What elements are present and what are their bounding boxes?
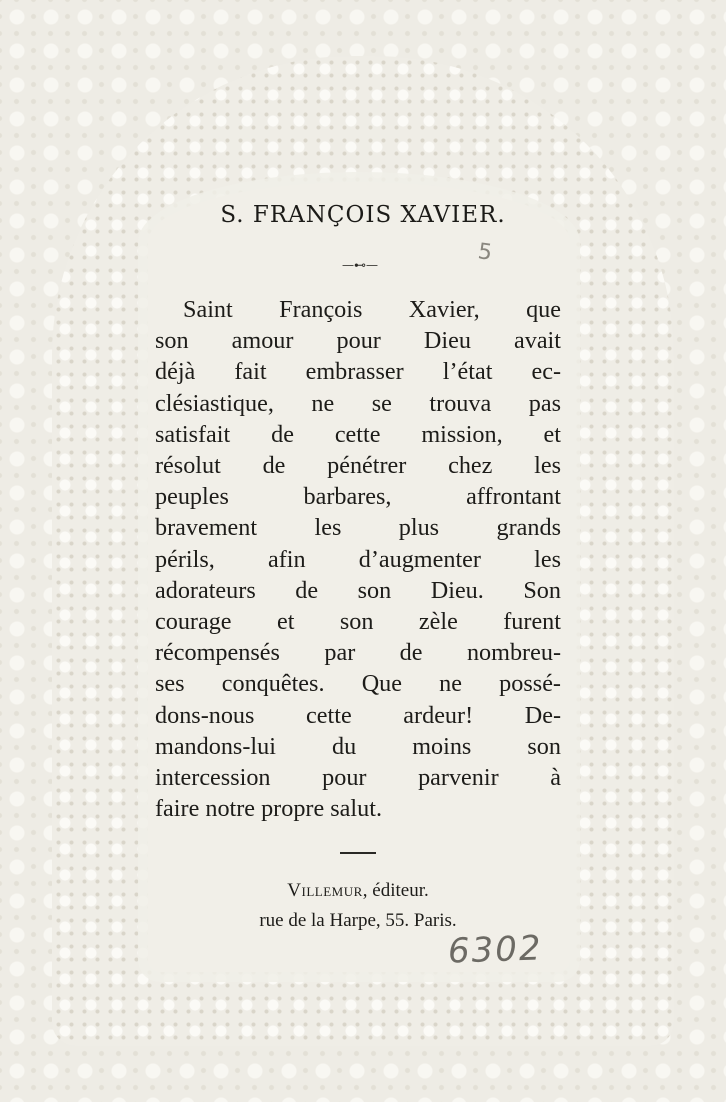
text-line: courage et son zèle furent: [155, 608, 561, 636]
text-line: satisfait de cette mission, et: [155, 420, 561, 448]
text-line: Saint François Xavier, que: [183, 296, 561, 323]
card-title: S. FRANÇOIS XAVIER.: [220, 202, 506, 228]
text-line: déjà fait embrasser l’état ec-: [155, 358, 561, 386]
text-line: résolut de pénétrer chez les: [155, 452, 561, 480]
text-line: dons-nous cette ardeur! De-: [155, 701, 561, 729]
title-ornament: —⊷—: [342, 258, 378, 272]
divider-rule: [340, 852, 376, 854]
text-line: faire notre propre salut.: [155, 795, 382, 823]
pencil-mark: 5: [476, 239, 494, 266]
text-line: périls, afin d’augmenter les: [155, 545, 561, 573]
publisher-line: [170, 876, 546, 906]
publisher-address: rue de la Harpe, 55. Paris.: [259, 910, 457, 931]
text-line: clésiastique, ne se trouva pas: [155, 389, 561, 417]
handwritten-inventory-number: 6302: [447, 928, 544, 972]
prayer-text: [155, 294, 561, 824]
text-line: récompensés par de nombreu-: [155, 639, 561, 667]
text-line: adorateurs de son Dieu. Son: [155, 576, 561, 604]
text-line: son amour pour Dieu avait: [155, 327, 561, 355]
text-line: intercession pour parvenir à: [155, 764, 561, 792]
publisher-block: [170, 876, 546, 936]
text-line: ses conquêtes. Que ne possé-: [155, 670, 561, 698]
text-line: mandons-lui du moins son: [155, 732, 561, 760]
text-line: bravement les plus grands: [155, 514, 561, 542]
text-line: peuples barbares, affrontant: [155, 483, 561, 511]
publisher-name: Villemur: [287, 880, 363, 901]
publisher-role: , éditeur.: [362, 880, 429, 901]
